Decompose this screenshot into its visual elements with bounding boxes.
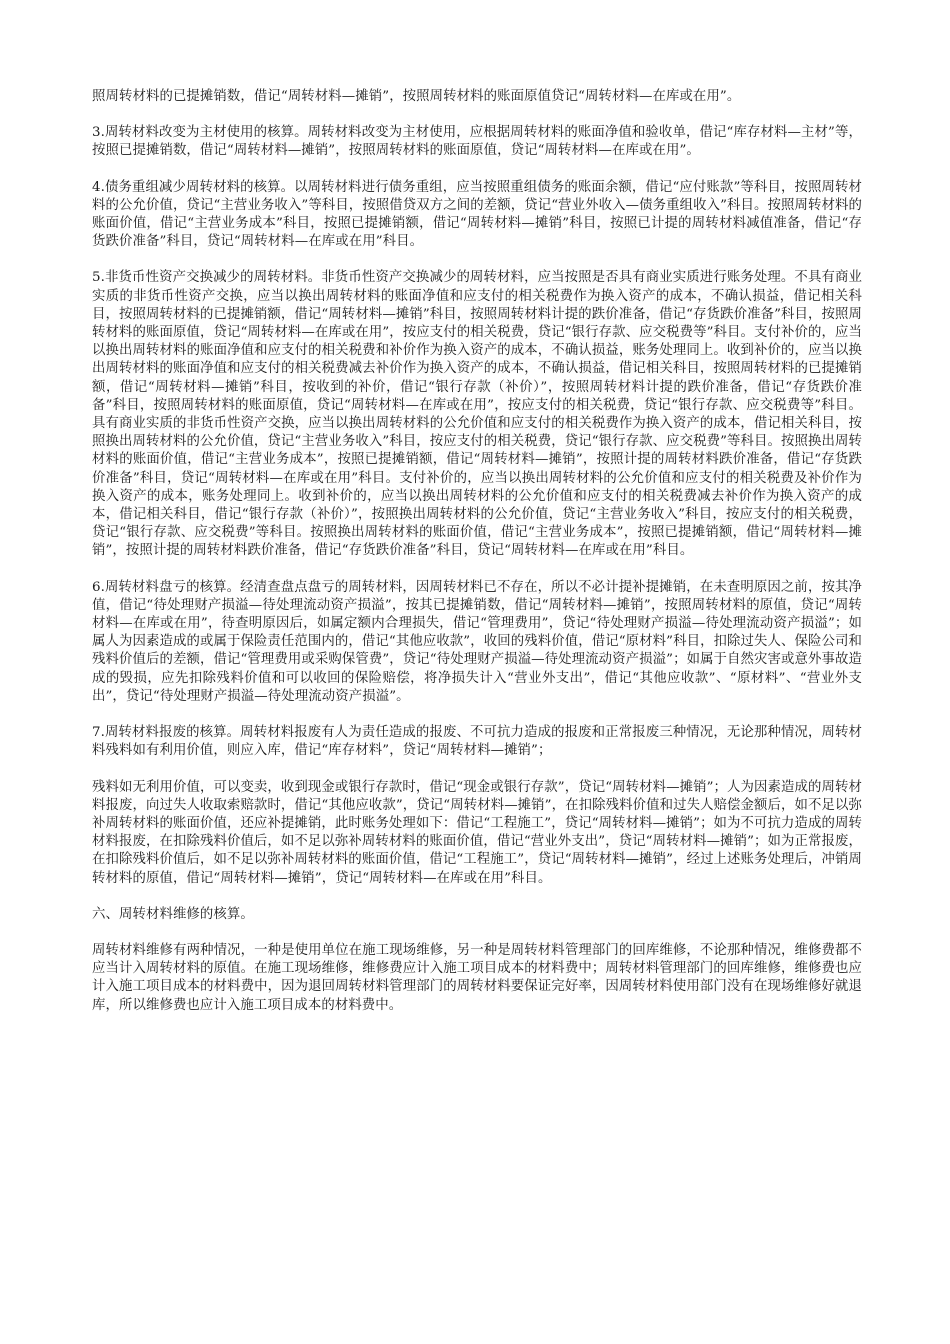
paragraph-item-7: 7.周转材料报废的核算。周转材料报废有人为责任造成的报废、不可抗力造成的报废和正常报废三种情况，无论那种情况，周转材料残料如有利用价值，则应入库，借记“库存材料”，贷记“周转材料—摊销”； xyxy=(92,725,862,759)
paragraph-item-3: 3.周转材料改变为主材使用的核算。周转材料改变为主材使用，应根据周转材料的账面净值和验收单，借记“库存材料—主材”等，按照已提摊销数，借记“周转材料—摊销”，按照周转材料的账面原值，贷记“周转材料—在库或在用”。 xyxy=(92,125,862,159)
document-body xyxy=(92,88,862,1033)
paragraph-item-7-continued: 残料如无利用价值，可以变卖，收到现金或银行存款时，借记“现金或银行存款”，贷记“周转材料—摊销”；人为因素造成的周转材料报废，向过失人收取索赔款时，借记“其他应收款”，贷记“周转材料—摊销”，在扣除残料价值和过失人赔偿金额后，如不足以弥补周转材料的账面价值，还应补提摊销，此时账务处理如下：借记“工程施工”，贷记“周转材料—摊销”；如为不可抗力造成的周转材料报废，在扣除残料价值后，如不足以弥补周转材料的账面价值，借记“营业外支出”，贷记“周转材料—摊销”；如为正常报废，在扣除残料价值后，如不足以弥补周转材料的账面价值，借记“工程施工”，贷记“周转材料—摊销”，经过上述账务处理后，冲销周转材料的原值，借记“周转材料—摊销”，贷记“周转材料—在库或在用”科目。 xyxy=(92,779,862,886)
paragraph-item-6: 6.周转材料盘亏的核算。经清查盘点盘亏的周转材料，因周转材料已不存在，所以不必计提补提摊销，在未查明原因之前，按其净值，借记“待处理财产损溢—待处理流动资产损溢”，按其已提摊销数，借记“周转材料—摊销”，按照周转材料的原值，贷记“周转材料—在库或在用”，待查明原因后，如属定额内合理损失，借记“管理费用”，贷记“待处理财产损溢—待处理流动资产损溢”；如属人为因素造成的或属于保险责任范围内的，借记“其他应收款”，收回的残料价值，借记“原材料”科目，扣除过失人、保险公司和残料价值后的差额，借记“管理费用或采购保管费”，贷记“待处理财产损溢—待处理流动资产损溢”；如属于自然灾害或意外事故造成的毁损，应先扣除残料价值和可以收回的保险赔偿，将净损失计入“营业外支出”，借记“其他应收款”、“原材料”、“营业外支出”，贷记“待处理财产损溢—待处理流动资产损溢”。 xyxy=(92,579,862,704)
paragraph-continuation: 照周转材料的已提摊销数，借记“周转材料—摊销”，按照周转材料的账面原值贷记“周转材料—在库或在用”。 xyxy=(92,89,741,104)
paragraph-section-6-body: 周转材料维修有两种情况，一种是使用单位在施工现场维修，另一种是周转材料管理部门的回库维修，不论那种情况，维修费都不应当计入周转材料的原值。在施工现场维修，维修费应计入施工项目成本的材料费中；周转材料管理部门的回库维修，维修费也应计入施工项目成本的材料费中，因为退回周转材料管理部门的周转材料要保证完好率，因周转材料使用部门没有在现场维修好就退库，所以维修费也应计入施工项目成本的材料费中。 xyxy=(92,942,862,1013)
paragraph-item-5: 5.非货币性资产交换减少的周转材料。非货币性资产交换减少的周转材料，应当按照是否具有商业实质进行账务处理。不具有商业实质的非货币性资产交换，应当以换出周转材料的账面净值和应支付的相关税费作为换入资产的成本，不确认损益，借记相关科目，按照周转材料的已提摊销额，借记“周转材料—摊销”科目，按照周转材料计提的跌价准备，借记“存货跌价准备”科目，按照周转材料的账面原值，贷记“周转材料—在库或在用”，按应支付的相关税费，贷记“银行存款、应交税费等”科目。支付补价的，应当以换出周转材料的账面净值和应支付的相关税费和补价作为换入资产的成本，不确认损益，账务处理同上。收到补价的，应当以换出周转材料的账面净值和应支付的相关税费减去补价作为换入资产的成本，不确认损益，借记相关科目，按照周转材料的已提摊销额，借记“周转材料—摊销”科目，按收到的补价，借记“银行存款（补价）”，按照周转材料计提的跌价准备，借记“存货跌价准备”科目，按照周转材料的账面原值，贷记“周转材料—在库或在用”，按应支付的相关税费，贷记“银行存款、应交税费等”科目。具有商业实质的非货币性资产交换，应当以换出周转材料的公允价值和应支付的相关税费作为换入资产的成本，借记相关科目，按照换出周转材料的公允价值，贷记“主营业务收入”科目，按应支付的相关税费，贷记“银行存款、应交税费”等科目。按照换出周转材料的账面价值，借记“主营业务成本”，按照已提摊销额，借记“周转材料—摊销”，按照计提的周转材料跌价准备，借记“存货跌价准备”科目，贷记“周转材料—在库或在用”科目。支付补价的，应当以换出周转材料的公允价值和应支付的相关税费及补价作为换入资产的成本，账务处理同上。收到补价的，应当以换出周转材料的公允价值和应支付的相关税费减去补价作为换入资产的成本，借记相关科目，借记“银行存款（补价）”，按照换出周转材料的公允价值，贷记“主营业务收入”科目，按应支付的相关税费，贷记“银行存款、应交税费”等科目。按照换出周转材料的账面价值，借记“主营业务成本”，按照已提摊销额，借记“周转材料—摊销”，按照计提的周转材料跌价准备，借记“存货跌价准备”科目，贷记“周转材料—在库或在用”科目。 xyxy=(92,270,862,559)
section-heading-6: 六、周转材料维修的核算。 xyxy=(92,906,254,922)
paragraph-item-4: 4.债务重组减少周转材料的核算。以周转材料进行债务重组，应当按照重组债务的账面余额，借记“应付账款”等科目，按照周转材料的公允价值，贷记“主营业务收入”等科目，按照借贷双方之间的差额，贷记“营业外收入—债务重组收入”科目。按照周转材料的账面价值，借记“主营业务成本”科目，按照已提摊销额，借记“周转材料—摊销”科目，按照已计提的周转材料减值准备，借记“存货跌价准备”科目，贷记“周转材料—在库或在用”科目。 xyxy=(92,179,862,250)
